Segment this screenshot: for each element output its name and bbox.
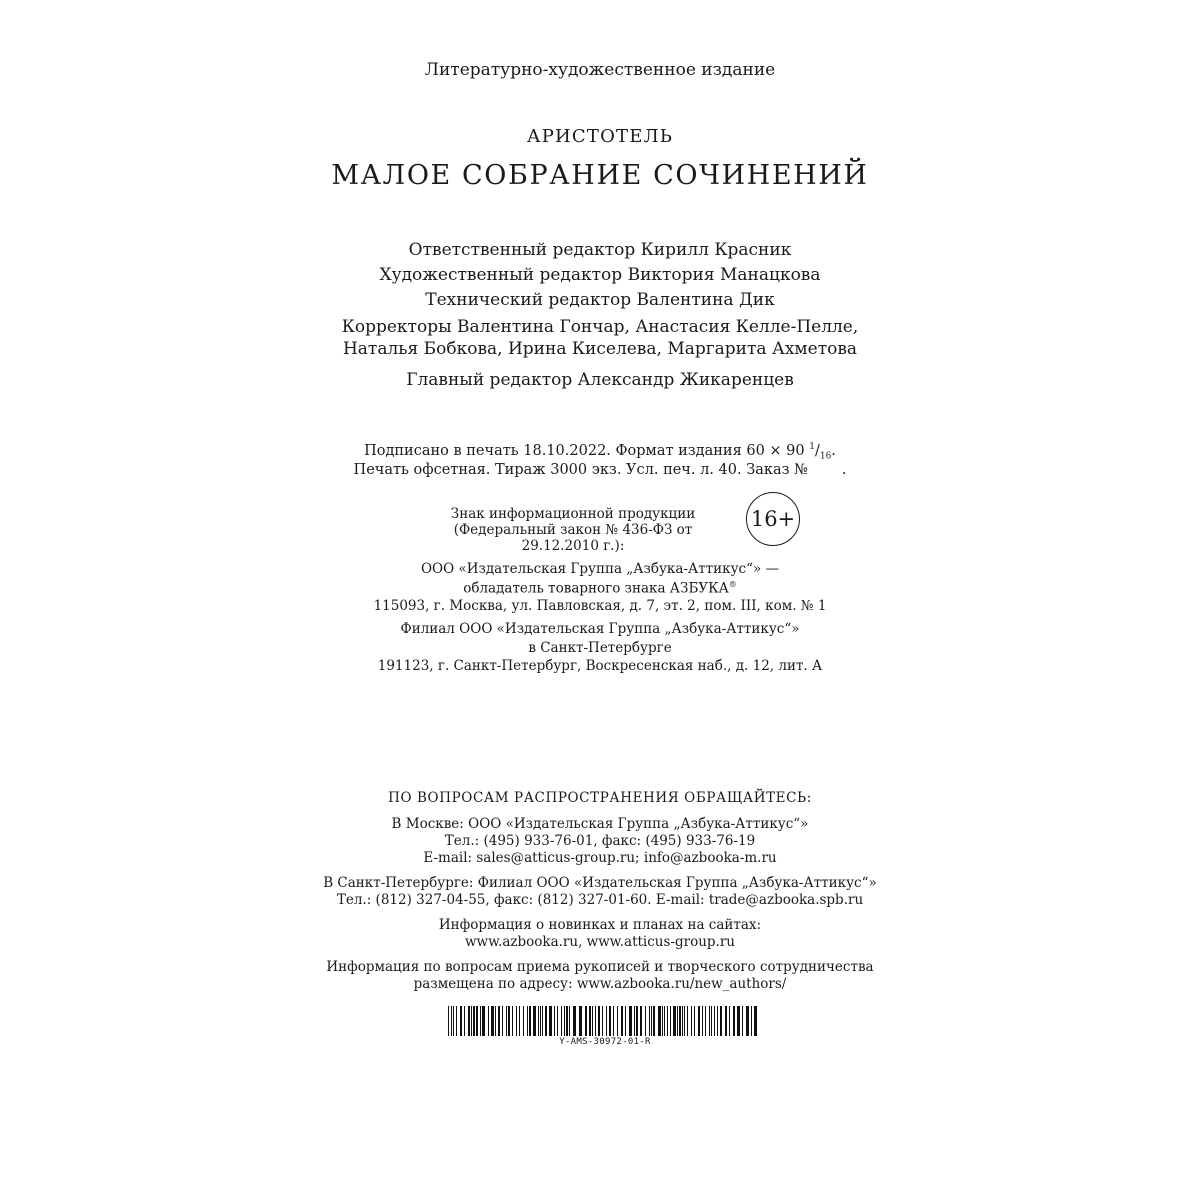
- barcode-bar: [480, 1006, 481, 1036]
- barcode-bar: [573, 1006, 576, 1036]
- barcode-bar: [634, 1006, 635, 1036]
- barcode-bar: [691, 1006, 692, 1036]
- barcode-bar: [464, 1006, 465, 1036]
- barcode-bar: [658, 1006, 661, 1036]
- barcode-bar: [702, 1006, 703, 1036]
- age-rating-badge: 16+: [746, 492, 800, 546]
- barcode-bar: [737, 1006, 740, 1036]
- barcode-bar: [636, 1006, 638, 1036]
- barcode-bar: [598, 1006, 600, 1036]
- branch-line-2: в Санкт-Петербурге: [528, 640, 672, 656]
- credit-chief-editor: Главный редактор Александр Жикаренцев: [406, 370, 794, 390]
- barcode-bar: [742, 1006, 743, 1036]
- barcode-bar: [482, 1006, 485, 1036]
- format-fraction-numerator: 1: [809, 442, 815, 452]
- barcode-bar: [585, 1006, 587, 1036]
- barcode-bar: [670, 1006, 671, 1036]
- manuscripts-line-1: Информация по вопросам приема рукописей и творческого сотрудничества: [326, 959, 874, 975]
- credit-tech-editor: Технический редактор Валентина Дик: [425, 290, 775, 310]
- publisher-trademark: обладатель товарного знака АЗБУКА: [463, 580, 729, 597]
- moscow-line-1: В Москве: ООО «Издательская Группа „Азбука-Аттикус“»: [391, 816, 809, 832]
- barcode-image: [448, 1006, 762, 1036]
- barcode-bar: [561, 1006, 562, 1036]
- spb-line-2: Тел.: (812) 327-04-55, факс: (812) 327-01-60. E-mail: trade@azbooka.spb.ru: [336, 892, 864, 908]
- barcode-bar: [677, 1006, 678, 1036]
- barcode-bar: [640, 1006, 642, 1036]
- moscow-line-2: Тел.: (495) 933-76-01, факс: (495) 933-76-19: [444, 833, 756, 849]
- print-info-line-1: Подписано в печать 18.10.2022. Формат издания 60 × 90 $^1/_{16}$.: [364, 442, 836, 462]
- barcode-bar: [684, 1006, 685, 1036]
- barcode-bar: [589, 1006, 591, 1036]
- barcode-bar: [557, 1006, 558, 1036]
- branch-line-1: Филиал ООО «Издательская Группа „Азбука-Аттикус“»: [400, 621, 800, 637]
- barcode-bar: [617, 1006, 618, 1036]
- barcode-bar: [754, 1006, 757, 1036]
- barcode-bar: [569, 1006, 570, 1036]
- barcode-bar: [694, 1006, 695, 1036]
- barcode-bar: [673, 1006, 676, 1036]
- barcode-bar: [714, 1006, 715, 1036]
- print-circulation: Печать офсетная. Тираж 3000 экз. Усл. печ. л. 40. Заказ №: [353, 462, 808, 478]
- author-name: АРИСТОТЕЛЬ: [526, 126, 674, 147]
- barcode-bar: [746, 1006, 749, 1036]
- barcode-bar: [649, 1006, 650, 1036]
- barcode-bar: [679, 1006, 681, 1036]
- barcode-bar: [453, 1006, 454, 1036]
- print-line1-end: .: [831, 442, 836, 459]
- barcode-bar: [645, 1006, 646, 1036]
- barcode-bar: [456, 1006, 457, 1036]
- barcode-bar: [502, 1006, 503, 1036]
- info-line-2: www.azbooka.ru, www.atticus-group.ru: [465, 934, 735, 950]
- barcode-bar: [651, 1006, 652, 1036]
- age-rating-label-2: (Федеральный закон № 436-ФЗ от 29.12.2010 г.):: [453, 522, 693, 554]
- barcode-code: Y-AMS-30972-01-R: [559, 1037, 651, 1047]
- barcode-bar: [751, 1006, 752, 1036]
- barcode-bar: [602, 1006, 603, 1036]
- book-title: МАЛОЕ СОБРАНИЕ СОЧИНЕНИЙ: [331, 160, 869, 191]
- barcode-bar: [564, 1006, 565, 1036]
- barcode-bar: [519, 1006, 520, 1036]
- barcode-bar: [488, 1006, 489, 1036]
- barcode-bar: [662, 1006, 663, 1036]
- print-signed-format: Подписано в печать 18.10.2022. Формат издания 60 × 90: [364, 442, 810, 459]
- barcode-bar: [592, 1006, 593, 1036]
- barcode-bar: [566, 1006, 568, 1036]
- barcode-bar: [545, 1006, 547, 1036]
- spb-line-1: В Санкт-Петербурге: Филиал ООО «Издательская Группа „Азбука-Аттикус“»: [323, 875, 877, 891]
- barcode-bar: [709, 1006, 710, 1036]
- barcode-bar: [717, 1006, 718, 1036]
- moscow-line-3: E-mail: sales@atticus-group.ru; info@azbooka-m.ru: [423, 850, 777, 866]
- publisher-line-1: ООО «Издательская Группа „Азбука-Аттикус“» —: [420, 561, 780, 577]
- barcode-bar: [729, 1006, 730, 1036]
- barcode-bar: [516, 1006, 517, 1036]
- barcode-bar: [498, 1006, 500, 1036]
- barcode-bar: [506, 1006, 507, 1036]
- print-line2-end: .: [841, 462, 847, 478]
- barcode-bar: [476, 1006, 478, 1036]
- barcode-bar: [595, 1006, 596, 1036]
- credit-proofreaders-2: Наталья Бобкова, Ирина Киселева, Маргарита Ахметова: [342, 339, 858, 359]
- barcode-bar: [733, 1006, 735, 1036]
- barcode-bar: [473, 1006, 475, 1036]
- publisher-address: 115093, г. Москва, ул. Павловская, д. 7, эт. 2, пом. III, ком. № 1: [373, 598, 827, 614]
- barcode-bar: [508, 1006, 510, 1036]
- branch-address: 191123, г. Санкт-Петербург, Воскресенская наб., д. 12, лит. А: [377, 658, 823, 674]
- barcode-bar: [625, 1006, 626, 1036]
- edition-type: Литературно-художественное издание: [424, 60, 776, 80]
- print-info-line-2: [0, 462, 1200, 478]
- barcode-bar: [542, 1006, 543, 1036]
- barcode-bar: [606, 1006, 607, 1036]
- barcode-bar: [491, 1006, 494, 1036]
- age-rating-block: [418, 506, 818, 556]
- barcode-bar: [523, 1006, 524, 1036]
- manuscripts-line-2: размещена по адресу: www.azbooka.ru/new_authors/: [413, 976, 787, 992]
- barcode-bar: [725, 1006, 727, 1036]
- barcode-bar: [529, 1006, 531, 1036]
- barcode-bar: [495, 1006, 496, 1036]
- barcode-bar: [579, 1006, 582, 1036]
- barcode-bar: [720, 1006, 722, 1036]
- barcode-bar: [667, 1006, 668, 1036]
- credit-proofreaders-1: Корректоры Валентина Гончар, Анастасия Келле-Пелле,: [341, 317, 859, 337]
- credit-art-editor: Художественный редактор Виктория Манацкова: [379, 265, 821, 285]
- barcode-bar: [705, 1006, 706, 1036]
- barcode-bar: [451, 1006, 452, 1036]
- barcode-bar: [540, 1006, 541, 1036]
- barcode-bar: [448, 1006, 449, 1036]
- barcode-bar: [512, 1006, 513, 1036]
- barcode-bar: [471, 1006, 472, 1036]
- barcode-bar: [698, 1006, 700, 1036]
- barcode-bar: [664, 1006, 665, 1036]
- barcode-bar: [613, 1006, 614, 1036]
- distribution-heading: ПО ВОПРОСАМ РАСПРОСТРАНЕНИЯ ОБРАЩАЙТЕСЬ:: [388, 790, 812, 806]
- barcode-bar: [527, 1006, 528, 1036]
- barcode-bar: [533, 1006, 536, 1036]
- barcode-bar: [653, 1006, 655, 1036]
- barcode-bar: [468, 1006, 470, 1036]
- barcode-bar: [629, 1006, 632, 1036]
- barcode-bar: [554, 1006, 555, 1036]
- age-rating-label: [418, 506, 728, 554]
- barcode-bar: [687, 1006, 688, 1036]
- info-line-1: Информация о новинках и планах на сайтах:: [438, 917, 762, 933]
- format-fraction-denominator: 16: [819, 451, 832, 462]
- barcode-bar: [621, 1006, 623, 1036]
- credit-responsible-editor: Ответственный редактор Кирилл Красник: [408, 240, 792, 260]
- barcode-bar: [538, 1006, 539, 1036]
- registered-mark: ®: [728, 580, 737, 589]
- barcode-bar: [711, 1006, 712, 1036]
- publisher-line-2: [0, 580, 1200, 597]
- age-rating-label-1: Знак информационной продукции: [450, 506, 696, 522]
- barcode-bar: [460, 1006, 462, 1036]
- barcode-bar: [549, 1006, 552, 1036]
- barcode-bar: [609, 1006, 611, 1036]
- barcode-bar: [682, 1006, 683, 1036]
